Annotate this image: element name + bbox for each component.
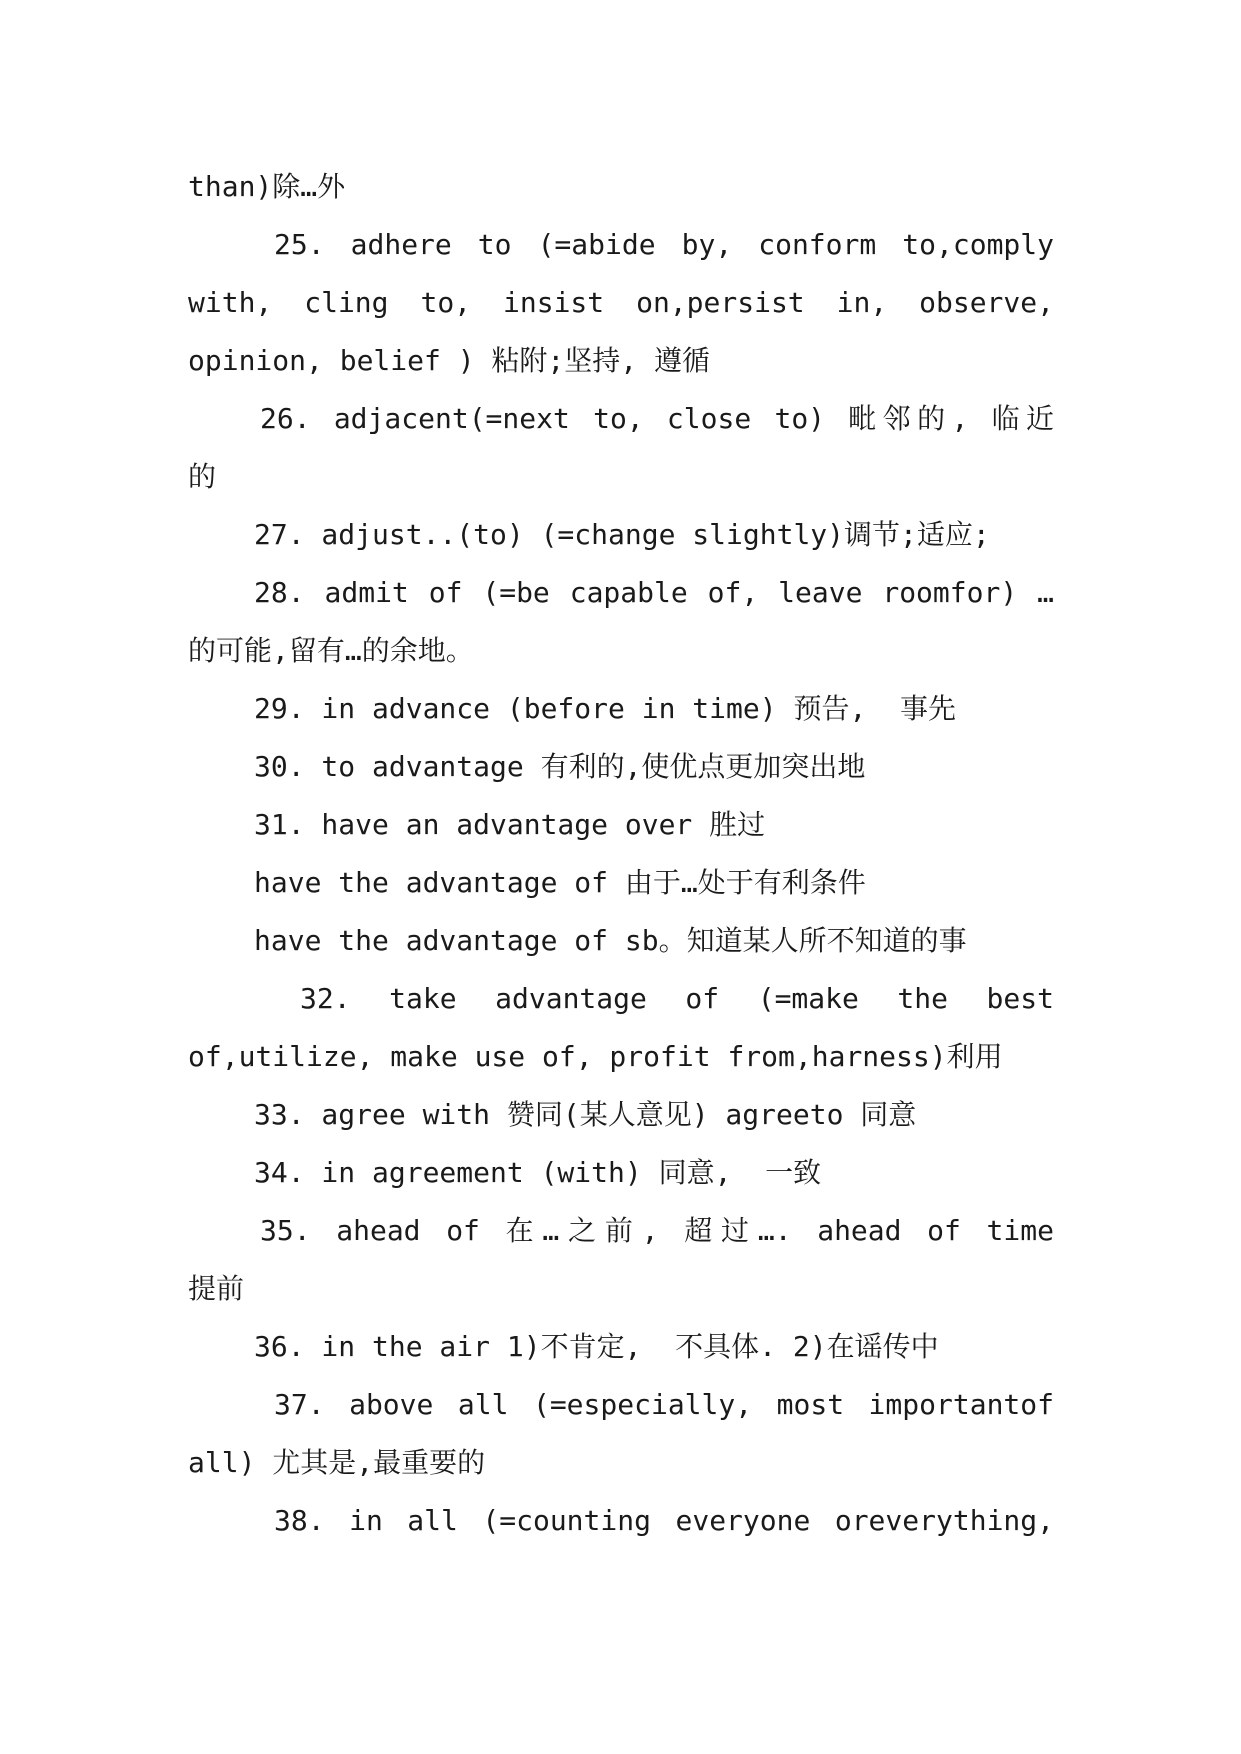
document-line: 27. adjust..(to) (=change slightly)调节;适应; — [254, 518, 990, 551]
document-line: 35. ahead of 在…之前, 超过…. ahead of time — [260, 1214, 1054, 1247]
document-line: 30. to advantage 有利的,使优点更加突出地 — [254, 750, 866, 783]
document-line: all) 尤其是,最重要的 — [188, 1446, 486, 1479]
document-line: 29. in advance (before in time) 预告, 事先 — [254, 692, 957, 725]
document-line: 37. above all (=especially, most importantof — [274, 1388, 1054, 1421]
document-line: with, cling to, insist on,persist in, observe, — [188, 286, 1054, 319]
document-body — [188, 158, 1054, 1550]
document-line: 26. adjacent(=next to, close to) 毗邻的, 临近 — [260, 402, 1054, 435]
document-line: 36. in the air 1)不肯定, 不具体. 2)在谣传中 — [254, 1330, 939, 1363]
document-line: 28. admit of (=be capable of, leave roomfor) … — [254, 576, 1054, 609]
document-line: 32. take advantage of (=make the best — [300, 982, 1054, 1015]
document-line: have the advantage of sb。知道某人所不知道的事 — [254, 924, 967, 957]
document-line: 38. in all (=counting everyone oreverything, — [274, 1504, 1054, 1537]
document-line: opinion, belief ) 粘附;坚持, 遵循 — [188, 344, 711, 377]
document-line: 的 — [188, 460, 217, 493]
document-line: 31. have an advantage over 胜过 — [254, 808, 766, 841]
document-line: than)除…外 — [188, 170, 346, 203]
document-line: 提前 — [188, 1272, 245, 1305]
document-line: 33. agree with 赞同(某人意见) agreeto 同意 — [254, 1098, 917, 1131]
document-line: 25. adhere to (=abide by, conform to,comply — [274, 228, 1054, 261]
document-line: 的可能,留有…的余地。 — [188, 634, 474, 667]
document-line: have the advantage of 由于…处于有利条件 — [254, 866, 866, 899]
document-line: of,utilize, make use of, profit from,harness)利用 — [188, 1040, 1003, 1073]
document-line: 34. in agreement (with) 同意, 一致 — [254, 1156, 822, 1189]
